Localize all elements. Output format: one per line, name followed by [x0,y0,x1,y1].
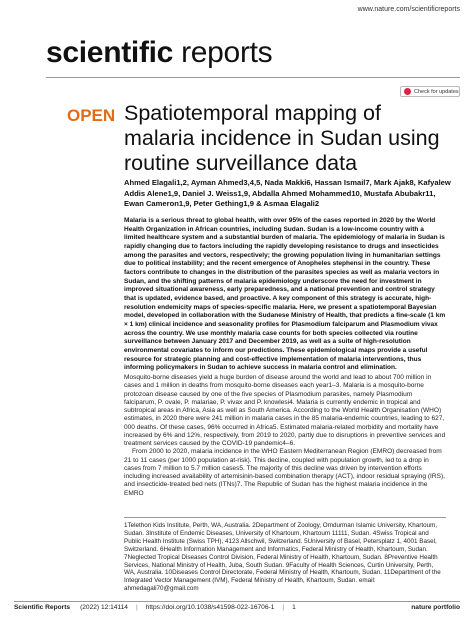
body-paragraph-2: From 2000 to 2020, malaria incidence in the WHO Eastern Mediterranean Region (EMRO) decreased from 21 to 11 cases (per 1000 population at-risk). This decline, coupled with population growth, led to a drop in cases from 7 million to 5.7 million cases5. The majority of this decline was driven by intervention efforts including increased availability of artemisinin-based combination therapy (ACT), indoor residual spraying (IRS), and insecticide-treated bed nets (ITNs)7. The Republic of Sudan has the highest malaria incidence in the EMRO [124,448,445,497]
check-updates-label: Check for updates [414,88,459,95]
footer-citation: (2022) 12:14114 [80,604,128,611]
author-list[interactable]: Ahmed Elagali1,2, Ayman Ahmed3,4,5, Nada Makki6, Hassan Ismail7, Mark Ajak8, Kafyalew Addis Alene1,9, Daniel J. Weiss1,9, Abdalla Ahmed Mohammed10, Mustafa Abubakr11, Ewan Cameron1,9, Peter Gething1,9 & Asmaa Elagali2 [124,178,451,209]
abstract: Malaria is a serious threat to global health, with over 95% of the cases reported in 2020 by the World Health Organization in African countries, including Sudan. Sudan is a low-income country with a limited healthcare system and a substantial burden of malaria. The epidemiology of malaria in Sudan is rapidly changing due to factors including the rapidly developing resistance to drugs and insecticides among the parasites and vectors, respectively; the growing population living in humanitarian settings due to political instability; and the recent emergence of Anopheles stephensi in the country. These factors contribute to changes in the distribution of the parasites species as well as malaria vectors in Sudan, and the shifting patterns of malaria epidemiology underscore the need for investment in improved situational awareness, early preparedness, and a national prevention and control strategy that is updated, evidence based, and proactive. A key component of this strategy is accurate, high-resolution endemicity maps of species-specific malaria. Here, we present a spatiotemporal Bayesian model, developed in collaboration with the Sudanese Ministry of Health, that predicts a fine-scale (1 km × 1 km) clinical incidence and seasonality profiles for Plasmodium falciparum and Plasmodium vivax across the country. We use monthly malaria case counts for both species collected via routine surveillance between January 2017 and December 2019, as well as a suite of high-resolution environmental covariates to inform our predictions. These epidemiological maps provide a useful resource for strategic planning and cost-effective implementation of malaria interventions, thus informing policymakers in Sudan to achieve success in malaria control and elimination. [124,217,446,372]
journal-url[interactable]: www.nature.com/scientificreports [357,6,460,13]
body-paragraph-1: Mosquito-borne diseases yield a huge burden of disease around the world and lead to about 700 million in cases and 1 million in deaths from mosquito-borne diseases each year1–3. Malaria is a mosquito-borne protozoan disease caused by one of the five species of Plasmodium parasites, namely Plasmodium falciparum, P. ovale, P. malariae, P. vivax and P. knowlesi4. Malaria is currently endemic in tropical and subtropical areas in Africa, Asia as well as South America. According to the World Health Organisation (WHO) estimates, in 2020 there were 241 million in malaria cases in the 85 malaria-endemic countries, leading to 627, 000 deaths. Of these cases, 96% occurred in Africa5. Estimated malaria-related morbidity and mortality have increased by 6% and 12%, respectively, from 2019 to 2020, partly due to disruptions in preventive services and treatment services caused by the COVID-19 pandemic4–6. [124,374,446,447]
footer-separator: | [282,604,285,611]
affiliations: 1Telethon Kids Institute, Perth, WA, Australia. 2Department of Zoology, Omdurman Islamic University, Khartoum, Sudan. 3Institute of Endemic Diseases, University of Khartoum, Khartoum 11111, Sudan. 4Swiss Tropical and Public Health Institute (Swiss TPH), 4123 Allschwil, Switzerland. 5University of Basel, Petersplatz 1, 4001 Basel, Switzerland. 6Health Information Management and Informatics, Federal Ministry of Health, Khartoum, Sudan. 7Neglected Tropical Diseases Control Division, Federal Ministry of Health, Khartoum, Sudan. 8Preventive Health Services, National Ministry of Health, Juba, South Sudan. 9Faculty of Health Sciences, Curtin University, Perth, WA, Australia. 10Diseases Control Directorate, Federal Ministry of Health, Khartoum, Sudan. 11Department of the Integrated Vector Management (IVM), Federal Ministry of Health, Khartoum, Sudan. email: ahmedagali70@gmail.com [124,522,441,593]
footer-divider [14,601,460,602]
affiliation-divider [124,517,446,518]
journal-name-bold: scientific [46,36,174,69]
publisher-logo: nature portfolio [411,604,460,611]
footer-journal: Scientific Reports [14,604,71,611]
journal-logo[interactable] [46,36,272,70]
footer-separator: | [135,604,138,611]
footer-doi-link[interactable]: https://doi.org/10.1038/s41598-022-16706-1 [145,604,275,611]
journal-name-regular: reports [173,36,273,69]
article-title: Spatiotemporal mapping of malaria incidence in Sudan using routine surveillance data [124,101,440,175]
article-body [124,374,446,498]
page-number: 1 [292,604,296,611]
check-updates-button[interactable] [400,86,460,97]
page-footer [14,604,460,611]
header-divider [46,77,460,78]
open-access-label: OPEN [67,106,116,125]
crossmark-icon [404,88,411,95]
